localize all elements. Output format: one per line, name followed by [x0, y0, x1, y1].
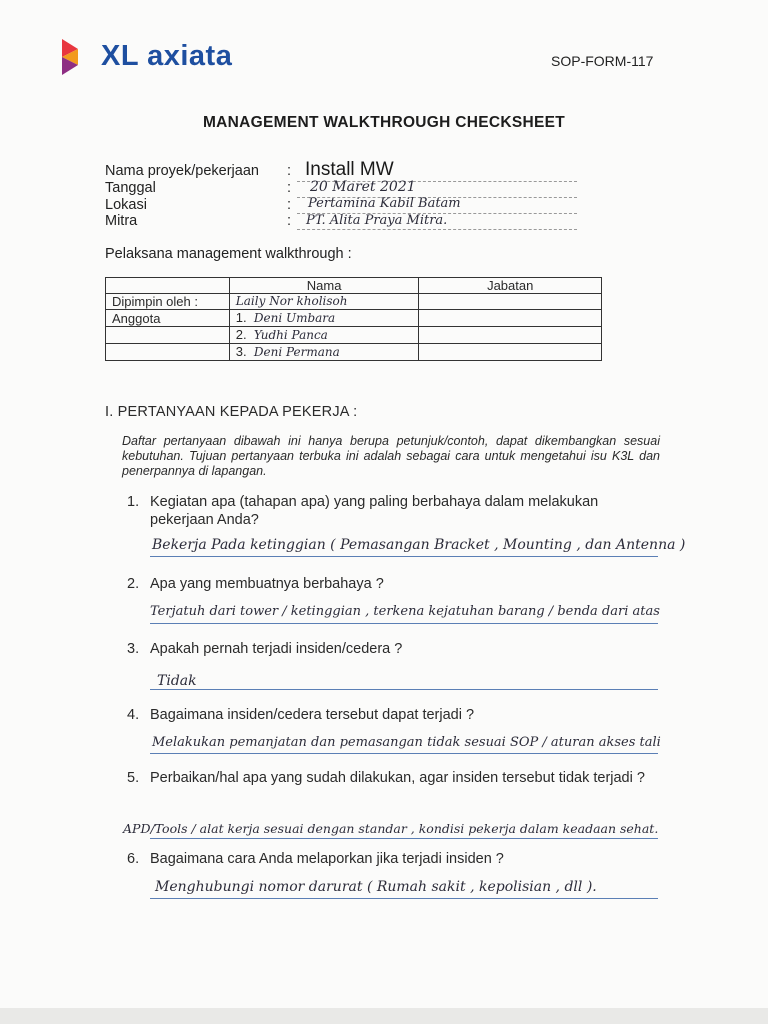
partner-label: Mitra [105, 213, 138, 229]
partner-underline [297, 229, 577, 230]
table-cell [106, 327, 230, 344]
team-table [105, 277, 602, 361]
section-heading: I. PERTANYAAN KEPADA PEKERJA : [105, 404, 358, 420]
section-intro: Daftar pertanyaan dibawah ini hanya berupa petunjuk/contoh, dapat dikembangkan sesuai kebutuhan. Tujuan pertanyaan terbuka ini adalah sebagai cara untuk mengetahui isu K3L dan penerpannya di lapangan. [122, 434, 660, 478]
question-1 [127, 493, 647, 529]
question-number: 3. [127, 641, 140, 657]
table-cell [419, 344, 602, 361]
answer-line [150, 898, 658, 899]
table-row [106, 310, 602, 327]
team-heading: Pelaksana management walkthrough : [105, 246, 352, 262]
table-row [106, 294, 602, 310]
partner-value: PT. Alita Praya Mitra. [306, 213, 448, 228]
answer-4: Melakukan pemanjatan dan pemasangan tidak sesuai SOP / aturan akses tali [152, 735, 661, 750]
table-row [106, 327, 602, 344]
table-cell [106, 344, 230, 361]
table-header-row [106, 278, 602, 294]
question-text: Bagaimana insiden/cedera tersebut dapat terjadi ? [150, 707, 475, 723]
member-number: 3. [235, 344, 247, 359]
date-value: 20 Maret 2021 [310, 179, 416, 195]
member-number: 2. [235, 327, 247, 342]
answer-1: Bekerja Pada ketinggian ( Pemasangan Bracket , Mounting , dan Antenna ) [152, 537, 686, 553]
brand-name: XL axiata [101, 40, 233, 72]
location-value: Pertamina Kabil Batam [308, 196, 461, 211]
answer-2: Terjatuh dari tower / ketinggian , terkena kejatuhan barang / benda dari atas [150, 604, 660, 619]
question-6 [127, 850, 647, 868]
project-label: Nama proyek/pekerjaan [105, 163, 259, 179]
member-cell [229, 327, 419, 344]
member-number: 1. [235, 310, 247, 325]
member-name: Yudhi Panca [253, 328, 328, 342]
column-header-name: Nama [229, 278, 419, 294]
colon: : [287, 163, 292, 179]
question-number: 2. [127, 576, 140, 592]
question-number: 4. [127, 707, 140, 723]
form-code: SOP-FORM-117 [551, 53, 654, 69]
leader-name: Laily Nor kholisoh [229, 294, 419, 310]
member-name: Deni Umbara [253, 311, 336, 325]
answer-line [150, 623, 658, 624]
scan-edge [0, 1008, 768, 1024]
member-cell [229, 310, 419, 327]
column-header-position: Jabatan [419, 278, 602, 294]
question-3 [127, 640, 647, 658]
question-2 [127, 575, 647, 593]
member-name: Deni Permana [253, 345, 340, 359]
member-cell [229, 344, 419, 361]
answer-line [150, 689, 658, 690]
question-number: 1. [127, 494, 140, 510]
question-4 [127, 706, 647, 724]
answer-5: APD/Tools / alat kerja sesuai dengan standar , kondisi pekerja dalam keadaan sehat. [123, 821, 659, 836]
leader-label: Dipimpin oleh : [106, 294, 230, 310]
table-cell [419, 294, 602, 310]
table-cell [419, 327, 602, 344]
colon: : [287, 197, 292, 213]
date-label: Tanggal [105, 180, 156, 196]
answer-line [150, 753, 658, 754]
question-text: Bagaimana cara Anda melaporkan jika terjadi insiden ? [150, 851, 504, 867]
xl-axiata-logo-icon [60, 37, 96, 77]
location-label: Lokasi [105, 197, 147, 213]
answer-6: Menghubungi nomor darurat ( Rumah sakit , kepolisian , dll ). [155, 879, 597, 895]
answer-line [150, 556, 658, 557]
answer-line [150, 838, 658, 839]
project-value: Install MW [305, 159, 394, 180]
question-text: Apakah pernah terjadi insiden/cedera ? [150, 641, 403, 657]
answer-3: Tidak [157, 673, 197, 689]
question-text: Apa yang membuatnya berbahaya ? [150, 576, 384, 592]
table-row [106, 344, 602, 361]
members-label: Anggota [106, 310, 230, 327]
colon: : [287, 180, 292, 196]
document-title: MANAGEMENT WALKTHROUGH CHECKSHEET [202, 114, 566, 131]
table-cell [419, 310, 602, 327]
question-5 [127, 769, 647, 787]
question-text: Perbaikan/hal apa yang sudah dilakukan, agar insiden tersebut tidak terjadi ? [150, 770, 645, 786]
colon: : [287, 213, 292, 229]
question-number: 6. [127, 851, 140, 867]
table-cell [106, 278, 230, 294]
question-number: 5. [127, 770, 140, 786]
question-text: Kegiatan apa (tahapan apa) yang paling berbahaya dalam melakukan pekerjaan Anda? [150, 494, 599, 528]
